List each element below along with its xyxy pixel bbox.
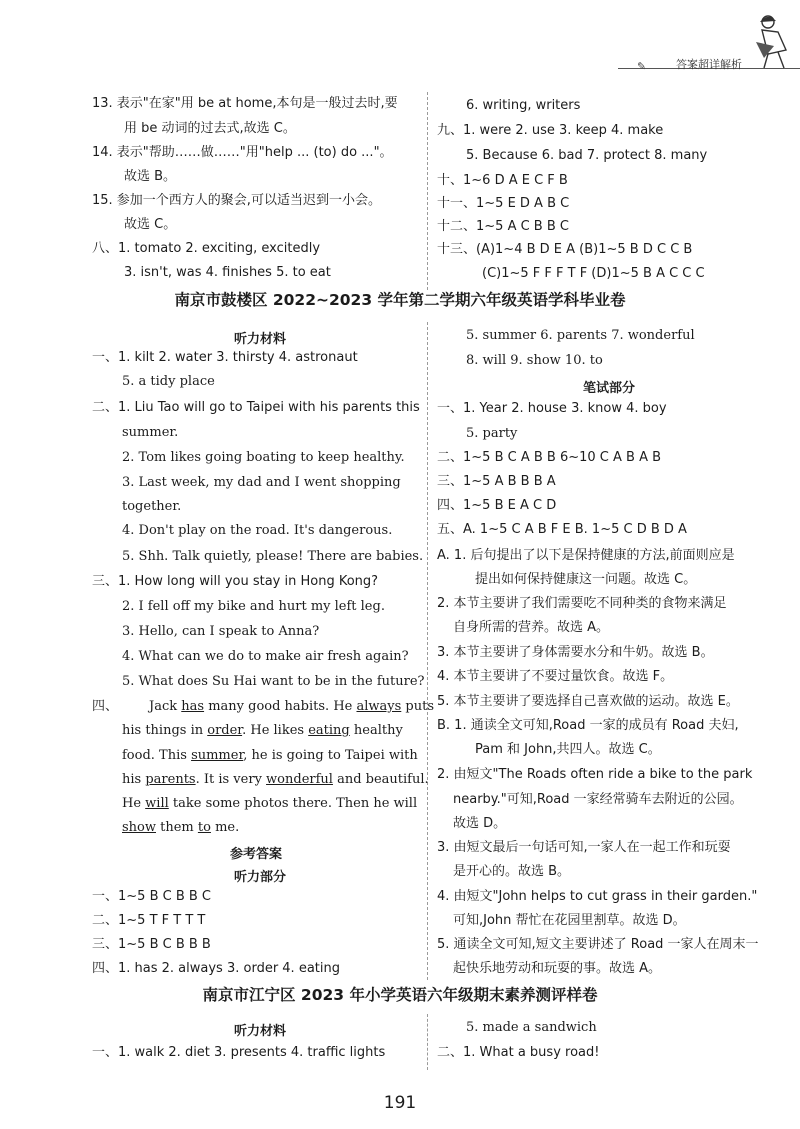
- answer-line: 3. isn't, was 4. finishes 5. to eat: [124, 265, 331, 280]
- answer-line: 3. 由短文最后一句话可知,一家人在一起工作和玩耍: [437, 840, 731, 855]
- answer-line: B. 1. 通读全文可知,Road 一家的成员有 Road 夫妇,: [437, 718, 739, 733]
- header-badge: 答案超详解析: [676, 58, 742, 71]
- answer-line: 十一、1~5 E D A B C: [437, 196, 570, 211]
- answer-line: 一、1~5 B C B B C: [92, 889, 212, 904]
- answer-line: 8. will 9. show 10. to: [466, 353, 603, 368]
- passage-label: 四、: [92, 699, 119, 714]
- answer-line: 八、1. tomato 2. exciting, excitedly: [92, 241, 321, 256]
- answer-line: 十、1~6 D A E C F B: [437, 173, 568, 188]
- answer-line: 提出如何保持健康这一问题。故选 C。: [475, 572, 697, 587]
- answer-line: 2. Tom likes going boating to keep healthy.: [122, 450, 405, 465]
- answer-line: 一、1. kilt 2. water 3. thirsty 4. astronaut: [92, 350, 358, 365]
- answer-line: 二、1~5 T F T T T: [92, 913, 206, 928]
- answer-line: 一、1. Year 2. house 3. know 4. boy: [437, 401, 667, 416]
- passage-line: He will take some photos there. Then he will: [122, 796, 418, 811]
- answer-line: 3. 本节主要讲了身体需要水分和牛奶。故选 B。: [437, 645, 714, 660]
- answer-line: 五、A. 1~5 C A B F E B. 1~5 C D B D A: [437, 522, 687, 537]
- passage-line: his things in order. He likes eating healthy: [122, 723, 403, 738]
- answer-line: 三、1~5 B C B B B: [92, 937, 211, 952]
- answer-line: 2. 由短文"The Roads often ride a bike to the park: [437, 767, 753, 782]
- answer-line: 十三、(A)1~4 B D E A (B)1~5 B D C C B: [437, 242, 693, 257]
- answer-line: 5. made a sandwich: [466, 1020, 597, 1035]
- passage-line: Jack has many good habits. He always puts: [149, 699, 435, 714]
- answer-line: 自身所需的营养。故选 A。: [453, 620, 610, 635]
- answer-line: 4. What can we do to make air fresh again?: [122, 649, 409, 664]
- reading-figure-icon: [748, 12, 796, 72]
- answer-line: 故选 D。: [453, 816, 507, 831]
- answer-line: 二、1. Liu Tao will go to Taipei with his parents this: [92, 400, 420, 415]
- answer-line: 用 be 动词的过去式,故选 C。: [124, 121, 296, 136]
- answer-line: 九、1. were 2. use 3. keep 4. make: [437, 123, 664, 138]
- answer-line: 四、1~5 B E A C D: [437, 498, 557, 513]
- answer-line: nearby."可知,Road 一家经常骑车去附近的公园。: [453, 792, 743, 807]
- column-divider: [427, 92, 428, 290]
- answer-line: 是开心的。故选 B。: [453, 864, 571, 879]
- page-number: 191: [383, 1093, 417, 1113]
- answer-line: 5. What does Su Hai want to be in the future?: [122, 674, 425, 689]
- answer-line: 2. 本节主要讲了我们需要吃不同种类的食物来满足: [437, 596, 727, 611]
- section-title: 南京市鼓楼区 2022~2023 学年第二学期六年级英语学科毕业卷: [174, 291, 626, 309]
- subheading: 参考答案: [230, 847, 283, 862]
- subheading: 听力材料: [234, 1024, 287, 1039]
- answer-line: 5. Shh. Talk quietly, please! There are babies.: [122, 549, 424, 564]
- answer-line: 三、1. How long will you stay in Hong Kong?: [92, 574, 379, 589]
- answer-line: together.: [122, 499, 182, 514]
- answer-line: 一、1. walk 2. diet 3. presents 4. traffic lights: [92, 1045, 386, 1060]
- answer-line: 四、1. has 2. always 3. order 4. eating: [92, 961, 340, 976]
- answer-line: 可知,John 帮忙在花园里割草。故选 D。: [453, 913, 686, 928]
- pen-icon: ✎: [637, 60, 647, 73]
- answer-line: Pam 和 John,共四人。故选 C。: [475, 742, 661, 757]
- passage-line: food. This summer, he is going to Taipei with: [122, 748, 418, 763]
- answer-line: 故选 C。: [124, 217, 177, 232]
- answer-line: 6. writing, writers: [466, 98, 581, 113]
- answer-line: 三、1~5 A B B B A: [437, 474, 556, 489]
- answer-line: 13. 表示"在家"用 be at home,本句是一般过去时,要: [92, 96, 398, 111]
- section-title: 南京市江宁区 2023 年小学英语六年级期末素养测评样卷: [202, 986, 598, 1004]
- answer-line: 5. 通读全文可知,短文主要讲述了 Road 一家人在周末一: [437, 937, 759, 952]
- answer-line: 3. Last week, my dad and I went shopping: [122, 475, 401, 490]
- subheading: 听力材料: [234, 332, 287, 347]
- answer-line: 5. summer 6. parents 7. wonderful: [466, 328, 695, 343]
- answer-line: 故选 B。: [124, 169, 177, 184]
- answer-line: 14. 表示"帮助……做……"用"help ... (to) do ..."。: [92, 145, 393, 160]
- answer-line: 5. party: [466, 426, 518, 441]
- answer-line: summer.: [122, 425, 179, 440]
- answer-line: 5. Because 6. bad 7. protect 8. many: [466, 148, 708, 163]
- answer-line: 4. 本节主要讲了不要过量饮食。故选 F。: [437, 669, 674, 684]
- answer-line: A. 1. 后句提出了以下是保持健康的方法,前面则应是: [437, 548, 735, 563]
- answer-line: 3. Hello, can I speak to Anna?: [122, 624, 320, 639]
- subheading: 听力部分: [234, 870, 287, 885]
- answer-line: 十二、1~5 A C B B C: [437, 219, 569, 234]
- passage-line: his parents. It is very wonderful and beautiful.: [122, 772, 429, 787]
- answer-line: 起快乐地劳动和玩耍的事。故选 A。: [453, 961, 662, 976]
- answer-line: 5. 本节主要讲了要选择自己喜欢做的运动。故选 E。: [437, 694, 739, 709]
- passage-line: show them to me.: [122, 820, 240, 835]
- column-divider: [427, 322, 428, 980]
- answer-line: 4. Don't play on the road. It's dangerous.: [122, 523, 393, 538]
- answer-line: (C)1~5 F F F T F (D)1~5 B A C C C: [482, 266, 705, 281]
- subheading: 笔试部分: [583, 381, 636, 396]
- answer-line: 2. I fell off my bike and hurt my left leg.: [122, 599, 385, 614]
- answer-line: 二、1~5 B C A B B 6~10 C A B A B: [437, 450, 662, 465]
- answer-line: 4. 由短文"John helps to cut grass in their garden.": [437, 889, 758, 904]
- answer-line: 5. a tidy place: [122, 374, 215, 389]
- answer-line: 15. 参加一个西方人的聚会,可以适当迟到一小会。: [92, 193, 381, 208]
- column-divider: [427, 1014, 428, 1070]
- answer-line: 二、1. What a busy road!: [437, 1045, 600, 1060]
